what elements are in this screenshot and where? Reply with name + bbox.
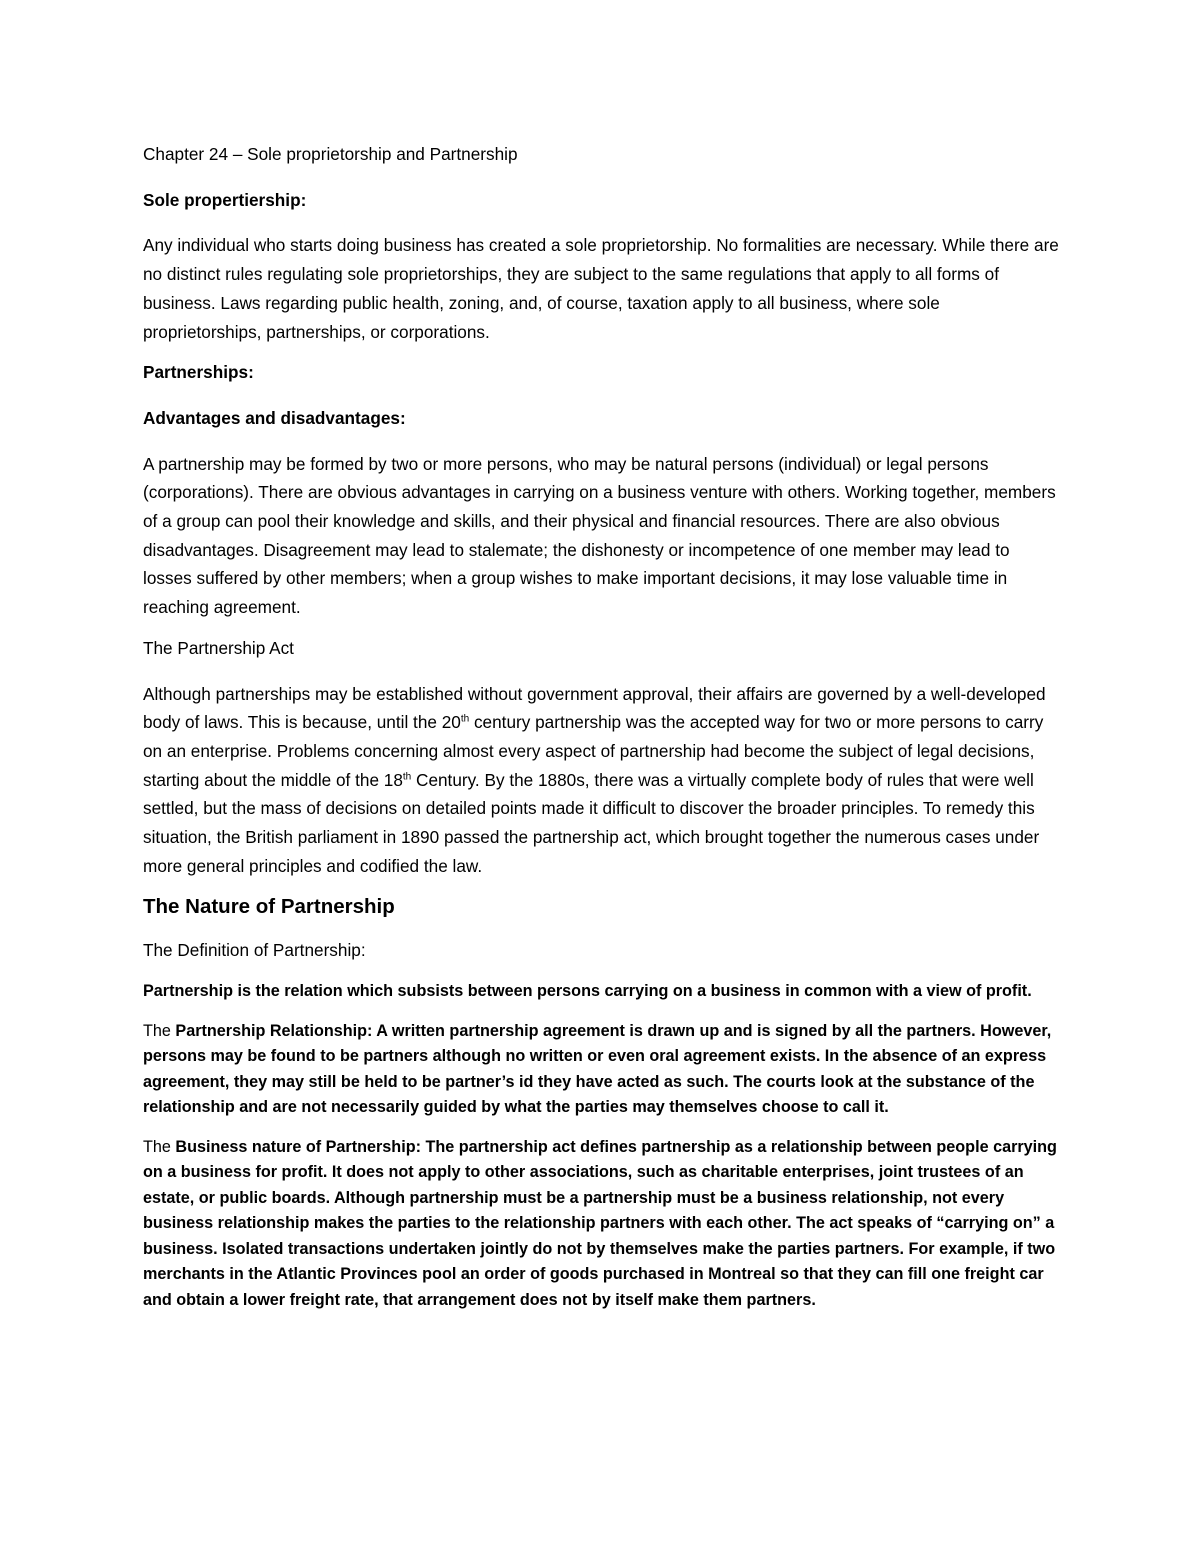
definition-heading-text: The Definition of Partnership: xyxy=(143,940,366,961)
relationship-lead: The xyxy=(143,1021,171,1040)
chapter-title: Chapter 24 – Sole proprietorship and Partnership xyxy=(143,144,518,164)
partnership-relationship-paragraph xyxy=(143,1019,1060,1121)
partnership-act-heading: The Partnership Act xyxy=(143,637,294,658)
partnerships-heading: Partnerships: xyxy=(143,362,254,383)
business-body: The partnership act defines partnership as a relationship between people carrying on a business for profit. It does not apply to other associations, such as charitable enterprises, joint trustees of an estate, or public boards. Although partnership must be a partnership must be a business relationship, not every business relationship makes the parties to the relationship partners with each other. The act speaks of “carrying on” a business. Isolated transactions undertaken jointly do not by themselves make the parties partners. For example, if two merchants in the Atlantic Provinces pool an order of goods purchased in Montreal so that they can fill one freight car and obtain a lower freight rate, that arrangement does not by itself make them partners. xyxy=(143,1137,1057,1309)
sole-proprietorship-body: Any individual who starts doing business has created a sole proprietorship. No formalities are necessary. While there are no distinct rules regulating sole proprietorships, they are subject to the same regulations that apply to all forms of business. Laws regarding public health, zoning, and, of course, taxation apply to all business, where sole proprietorships, partnerships, or corporations. xyxy=(143,235,1059,342)
business-label: Business nature of Partnership: xyxy=(170,1137,421,1156)
sole-proprietorship-heading: Sole propertiership: xyxy=(143,189,307,210)
act-superscript-1: th xyxy=(460,713,470,725)
act-text-1: Although partnerships may be established without government approval, their affairs are governed by a well-developed body of laws. This is because, until the 20 xyxy=(143,683,1046,733)
partnership-act-body xyxy=(143,680,1060,881)
definition-heading xyxy=(143,936,1060,965)
advantages-heading: Advantages and disadvantages: xyxy=(143,407,406,428)
act-superscript-2: th xyxy=(402,770,412,782)
definition-text: Partnership is the relation which subsists between persons carrying on a business in common with a view of profit. xyxy=(143,982,1032,1001)
act-text-2: century partnership was the accepted way for two or more persons to carry on an enterprise. Problems concerning almost every aspect of partnership had become the subject of legal decisions, starting about the middle of the 18 xyxy=(143,712,1044,790)
relationship-body: A written partnership agreement is drawn up and is signed by all the partners. However, persons may be found to be partners although no written or even oral agreement exists. In the absence of an express agreement, they may still be held to be partner’s id they have acted as such. The courts look at the substance of the relationship and are not necessarily guided by what the parties may themselves choose to call it. xyxy=(143,1021,1052,1117)
act-text-3: Century. By the 1880s, there was a virtually complete body of rules that were well settled, but the mass of decisions on detailed points made it difficult to discover the broader principles. To remedy this situation, the British parliament in 1890 passed the partnership act, which brought together the numerous cases under more general principles and codified the law. xyxy=(143,769,1040,876)
advantages-body: A partnership may be formed by two or more persons, who may be natural persons (individual) or legal persons (corporations). There are obvious advantages in carrying on a business venture with others. Working together, members of a group can pool their knowledge and skills, and their physical and financial resources. There are also obvious disadvantages. Disagreement may lead to stalemate; the dishonesty or incompetence of one member may lead to losses suffered by other members; when a group wishes to make important decisions, it may lose valuable time in reaching agreement. xyxy=(143,453,1056,618)
nature-of-partnership-heading: The Nature of Partnership xyxy=(143,895,395,919)
relationship-label: Partnership Relationship: xyxy=(170,1021,373,1040)
business-nature-paragraph xyxy=(143,1135,1060,1314)
business-lead: The xyxy=(143,1137,171,1156)
